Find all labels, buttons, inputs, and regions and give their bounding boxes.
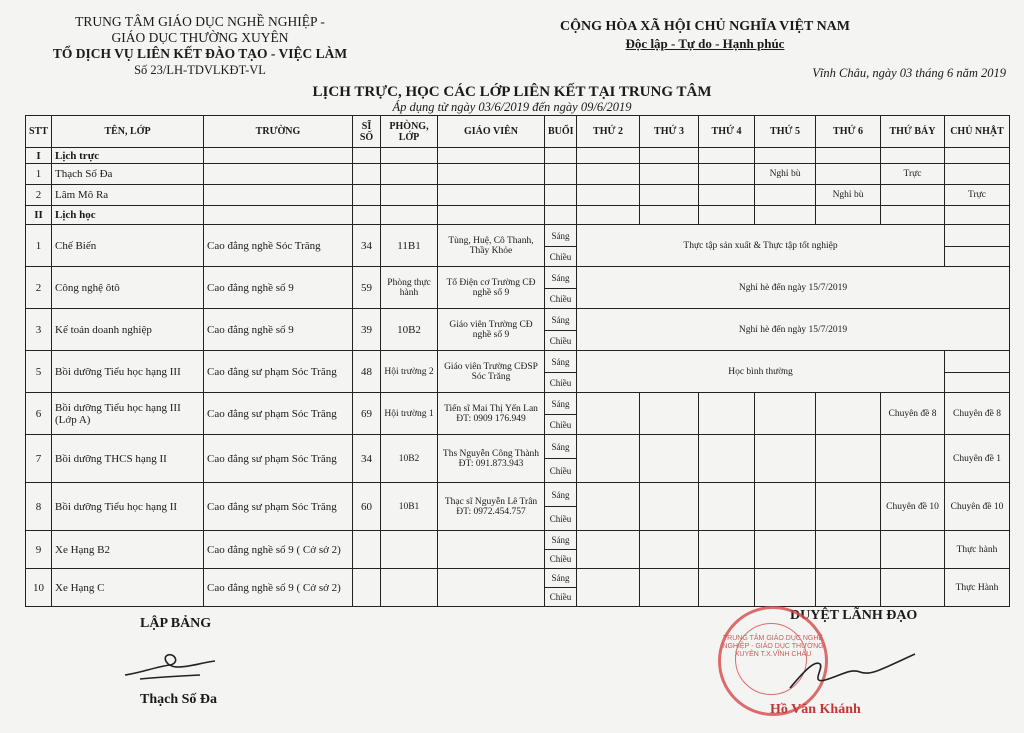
cell-thu7: Chuyên đề 8 [881, 393, 945, 435]
row-stt: 1 [26, 164, 52, 185]
cell-cn: Chuyên đề 1 [945, 435, 1010, 483]
approver-name: Hồ Văn Khánh [770, 702, 861, 717]
table-header-row [26, 116, 1010, 148]
row-teacher: Giáo viên Trường CĐ nghề số 9 [438, 309, 545, 351]
table-row [26, 267, 1010, 289]
national-header [540, 18, 870, 52]
row-school: Cao đẳng nghề số 9 [204, 309, 353, 351]
col-header-thu: THỨ 5 [755, 116, 816, 148]
table-row [26, 309, 1010, 331]
seal-text: TRUNG TÂM GIÁO DỤC NGHỀ NGHIỆP - GIÁO DỤC THƯỜNG XUYÊN T.X.VĨNH CHÂU [722, 635, 824, 658]
document-number: Số 23/LH-TDVLKĐT-VL [134, 63, 266, 77]
col-header-name: TÊN, LỚP [52, 116, 204, 148]
row-teacher: Tổ Điện cơ Trường CĐ nghề số 9 [438, 267, 545, 309]
row-room [381, 531, 438, 569]
row-school: Cao đẳng sư phạm Sóc Trăng [204, 435, 353, 483]
cell-thu6: Nghỉ bù [816, 185, 881, 206]
col-header-stt: STT [26, 116, 52, 148]
row-name: Lâm Mô Ra [52, 185, 204, 206]
national-motto-2: Độc lập - Tự do - Hạnh phúc [625, 36, 785, 51]
row-name: Bồi dưỡng Tiểu học hạng III [52, 351, 204, 393]
row-stt: 9 [26, 531, 52, 569]
cell-thu7 [881, 435, 945, 483]
session-morning: Sáng [545, 531, 577, 550]
col-header-sun: CHỦ NHẬT [945, 116, 1010, 148]
row-stt: 5 [26, 351, 52, 393]
row-name: Chế Biến [52, 225, 204, 267]
row-stt: 2 [26, 267, 52, 309]
section-stt: I [26, 148, 52, 164]
table-row [26, 185, 1010, 206]
row-stt: 7 [26, 435, 52, 483]
row-room: Hội trường 1 [381, 393, 438, 435]
cell-cn: Thực hành [945, 531, 1010, 569]
merged-schedule: Học bình thường [577, 351, 945, 393]
col-header-fri: THỨ 6 [816, 116, 881, 148]
session-afternoon: Chiều [545, 373, 577, 393]
row-size: 59 [353, 267, 381, 309]
row-stt: 10 [26, 569, 52, 607]
row-room: 10B2 [381, 309, 438, 351]
session-afternoon: Chiều [545, 289, 577, 309]
issuer-line-3: TỔ DỊCH VỤ LIÊN KẾT ĐÀO TẠO - VIỆC LÀM [52, 46, 348, 61]
prepared-by-title: LẬP BẢNG [140, 616, 212, 631]
approved-by-title: DUYỆT LÃNH ĐẠO [790, 608, 918, 623]
col-header-tue: THỨ 3 [640, 116, 699, 148]
row-size: 34 [353, 435, 381, 483]
table-row [26, 531, 1010, 550]
col-header-school: TRƯỜNG [204, 116, 353, 148]
col-header-sat: THỨ BẢY [881, 116, 945, 148]
table-row [26, 164, 1010, 185]
session-afternoon: Chiều [545, 550, 577, 569]
row-room: 10B2 [381, 435, 438, 483]
row-size: 39 [353, 309, 381, 351]
row-teacher [438, 531, 545, 569]
section-title: Lịch trực [52, 148, 204, 164]
approver-signature [780, 650, 920, 695]
schedule-table [25, 115, 1010, 607]
document-title: LỊCH TRỰC, HỌC CÁC LỚP LIÊN KẾT TẠI TRUNG TÂM [312, 84, 712, 100]
session-afternoon: Chiều [545, 507, 577, 531]
cell-thu7: Trực [881, 164, 945, 185]
row-name: Xe Hạng C [52, 569, 204, 607]
row-size: 60 [353, 483, 381, 531]
row-size [353, 569, 381, 607]
row-stt: 1 [26, 225, 52, 267]
row-room: Hội trường 2 [381, 351, 438, 393]
row-teacher: Tiến sĩ Mai Thị Yến Lan ĐT: 0909 176.949 [438, 393, 545, 435]
row-teacher: Tùng, Huệ, Cô Thanh, Thầy Khỏe [438, 225, 545, 267]
table-row [26, 435, 1010, 459]
session-afternoon: Chiều [545, 331, 577, 351]
table-row [26, 483, 1010, 507]
col-header-mon: THỨ 2 [577, 116, 640, 148]
preparer-signature [120, 645, 230, 685]
row-name: Bồi dưỡng THCS hạng II [52, 435, 204, 483]
section-stt: II [26, 206, 52, 225]
table-row [26, 351, 1010, 373]
place-date: Vĩnh Châu, ngày 03 tháng 6 năm 2019 [812, 66, 1006, 80]
row-teacher: Thạc sĩ Nguyễn Lê Trân ĐT: 0972.454.757 [438, 483, 545, 531]
row-room: 11B1 [381, 225, 438, 267]
session-morning: Sáng [545, 351, 577, 373]
section-row [26, 206, 1010, 225]
national-motto-1: CỘNG HÒA XÃ HỘI CHỦ NGHĨA VIỆT NAM [559, 19, 850, 34]
merged-schedule: Nghỉ hè đến ngày 15/7/2019 [577, 267, 1010, 309]
row-teacher [438, 569, 545, 607]
document-subtitle: Áp dụng từ ngày 03/6/2019 đến ngày 09/6/2019 [392, 100, 632, 114]
cell-cn: Thực Hành [945, 569, 1010, 607]
cell-thu7 [881, 569, 945, 607]
merged-schedule: Nghỉ hè đến ngày 15/7/2019 [577, 309, 1010, 351]
row-size: 34 [353, 225, 381, 267]
row-name: Thạch Số Đa [52, 164, 204, 185]
row-size [353, 531, 381, 569]
row-room [381, 569, 438, 607]
col-header-size: SĨ SỐ [353, 116, 381, 148]
col-header-wed: THỨ 4 [699, 116, 755, 148]
table-row [26, 225, 1010, 247]
session-morning: Sáng [545, 435, 577, 459]
cell-thu5: Nghỉ bù [755, 164, 816, 185]
row-name: Xe Hạng B2 [52, 531, 204, 569]
row-teacher: Ths Nguyễn Công Thành ĐT: 091.873.943 [438, 435, 545, 483]
row-size: 69 [353, 393, 381, 435]
row-school: Cao đẳng sư phạm Sóc Trăng [204, 393, 353, 435]
cell-thu7 [881, 531, 945, 569]
session-morning: Sáng [545, 225, 577, 247]
row-stt: 8 [26, 483, 52, 531]
row-name: Bồi dưỡng Tiểu học hạng II [52, 483, 204, 531]
session-morning: Sáng [545, 267, 577, 289]
row-teacher: Giáo viên Trường CĐSP Sóc Trăng [438, 351, 545, 393]
row-name: Công nghệ ôtô [52, 267, 204, 309]
row-size: 48 [353, 351, 381, 393]
row-school: Cao đẳng nghề số 9 ( Cở sở 2) [204, 569, 353, 607]
preparer-name: Thạch Số Đa [140, 692, 218, 707]
row-stt: 2 [26, 185, 52, 206]
col-header-room: PHÒNG, LỚP [381, 116, 438, 148]
row-stt: 6 [26, 393, 52, 435]
row-name: Bồi dưỡng Tiểu học hạng III (Lớp A) [52, 393, 204, 435]
issuer-header [40, 14, 360, 78]
row-name: Kế toán doanh nghiệp [52, 309, 204, 351]
row-school: Cao đẳng nghề số 9 [204, 267, 353, 309]
cell-cn: Trực [945, 185, 1010, 206]
session-afternoon: Chiều [545, 415, 577, 435]
cell-thu7: Chuyên đề 10 [881, 483, 945, 531]
row-stt: 3 [26, 309, 52, 351]
row-school: Cao đẳng sư phạm Sóc Trăng [204, 351, 353, 393]
session-afternoon: Chiều [545, 588, 577, 607]
row-school: Cao đẳng nghề số 9 ( Cở sở 2) [204, 531, 353, 569]
col-header-session: BUỔI [545, 116, 577, 148]
issuer-line-1: TRUNG TÂM GIÁO DỤC NGHỀ NGHIỆP - [75, 14, 325, 29]
session-afternoon: Chiều [545, 459, 577, 483]
session-morning: Sáng [545, 309, 577, 331]
issuer-line-2: GIÁO DỤC THƯỜNG XUYÊN [111, 30, 289, 45]
cell-cn: Chuyên đề 10 [945, 483, 1010, 531]
row-room: Phòng thực hành [381, 267, 438, 309]
row-room: 10B1 [381, 483, 438, 531]
row-school: Cao đẳng nghề Sóc Trăng [204, 225, 353, 267]
session-morning: Sáng [545, 483, 577, 507]
table-row [26, 569, 1010, 588]
section-title: Lịch học [52, 206, 204, 225]
section-row [26, 148, 1010, 164]
merged-schedule: Thực tập sản xuất & Thực tập tốt nghiệp [577, 225, 945, 267]
session-morning: Sáng [545, 393, 577, 415]
session-afternoon: Chiều [545, 247, 577, 267]
row-school: Cao đẳng sư phạm Sóc Trăng [204, 483, 353, 531]
col-header-teacher: GIÁO VIÊN [438, 116, 545, 148]
table-row [26, 393, 1010, 415]
cell-cn: Chuyên đề 8 [945, 393, 1010, 435]
session-morning: Sáng [545, 569, 577, 588]
